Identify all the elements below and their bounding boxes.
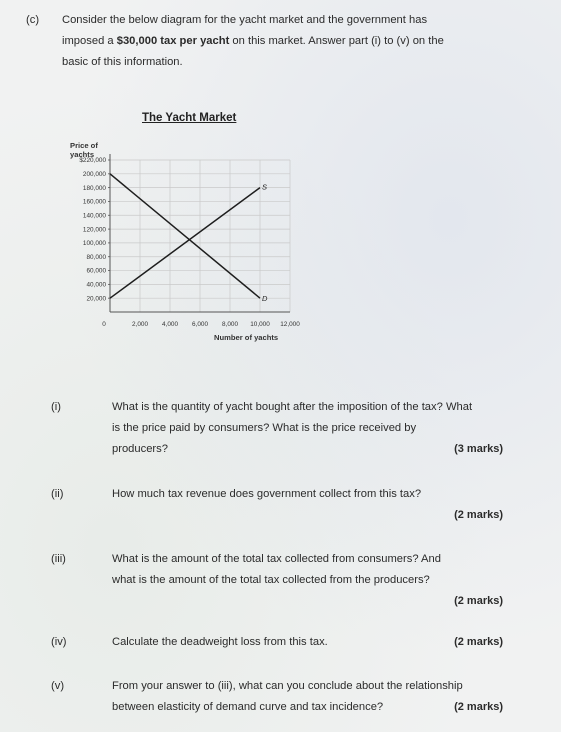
y-tick-label: 140,000 — [82, 212, 106, 220]
intro-line-2-start: imposed a — [62, 35, 117, 47]
question-marks: (2 marks) — [454, 636, 503, 648]
question-number: (v) — [51, 680, 65, 692]
intro-text — [62, 10, 532, 73]
curve-label-s: S — [262, 182, 268, 192]
x-tick-label: 4,000 — [162, 321, 178, 328]
chart-title: The Yacht Market — [142, 112, 237, 124]
x-axis-label: Number of yachts — [214, 333, 279, 342]
question-number: (iii) — [51, 553, 66, 565]
y-axis-label: Price of yachts — [70, 141, 98, 159]
question-line: is the price paid by consumers? What is the price received by — [112, 422, 417, 434]
x-tick-label: 2,000 — [132, 321, 148, 328]
intro-line-2 — [62, 31, 532, 52]
yacht-market-chart — [60, 150, 310, 335]
y-tick-label: 60,000 — [86, 267, 106, 275]
curve-d — [110, 174, 260, 298]
question-text — [112, 632, 510, 653]
x-tick-label: 10,000 — [250, 321, 270, 328]
curve-label-d: D — [262, 294, 268, 304]
y-tick-label: 180,000 — [82, 184, 106, 192]
x-tick-label: 6,000 — [192, 321, 208, 328]
intro-line-3: basic of this information. — [62, 56, 183, 68]
y-tick-label: 120,000 — [82, 226, 106, 234]
question-marks: (2 marks) — [454, 701, 503, 713]
x-tick-label: 12,000 — [280, 321, 300, 328]
y-tick-label: 80,000 — [86, 253, 106, 261]
tax-amount: $30,000 tax per yacht — [116, 35, 230, 47]
y-tick-label: 20,000 — [86, 295, 106, 303]
question-number: (ii) — [51, 488, 64, 500]
question-text — [112, 397, 510, 460]
question-line: How much tax revenue does government collect from this tax? — [112, 488, 422, 500]
question-number: (i) — [51, 401, 61, 413]
x-tick-label: 0 — [102, 321, 106, 328]
y-tick-label: 200,000 — [82, 171, 106, 179]
question-line: From your answer to (iii), what can you conclude about the relationship — [112, 680, 463, 692]
question-marks: (3 marks) — [454, 443, 503, 455]
y-tick-label: 100,000 — [82, 240, 106, 248]
question-text — [112, 484, 510, 505]
question-line: between elasticity of demand curve and tax incidence? — [112, 701, 384, 713]
question-number: (iv) — [51, 636, 67, 648]
question-line: What is the amount of the total tax collected from consumers? And — [112, 553, 441, 565]
part-label: (c) — [26, 14, 40, 26]
intro-line-2-end: on this market. Answer part (i) to (v) on the — [229, 35, 444, 47]
question-text — [112, 549, 510, 591]
question-line: what is the amount of the total tax collected from the producers? — [112, 574, 430, 586]
question-marks: (2 marks) — [454, 509, 503, 521]
y-tick-label: $220,000 — [79, 157, 106, 165]
question-line: producers? — [112, 443, 168, 455]
question-line: Calculate the deadweight loss from this tax. — [112, 636, 328, 648]
intro-line-1: Consider the below diagram for the yacht market and the government has — [62, 14, 428, 26]
y-tick-label: 160,000 — [82, 198, 106, 206]
question-line: What is the quantity of yacht bought after the imposition of the tax? What — [112, 401, 473, 413]
question-marks: (2 marks) — [454, 595, 503, 607]
y-tick-label: 40,000 — [86, 281, 106, 289]
question-text — [112, 676, 510, 718]
x-tick-label: 8,000 — [222, 321, 238, 328]
